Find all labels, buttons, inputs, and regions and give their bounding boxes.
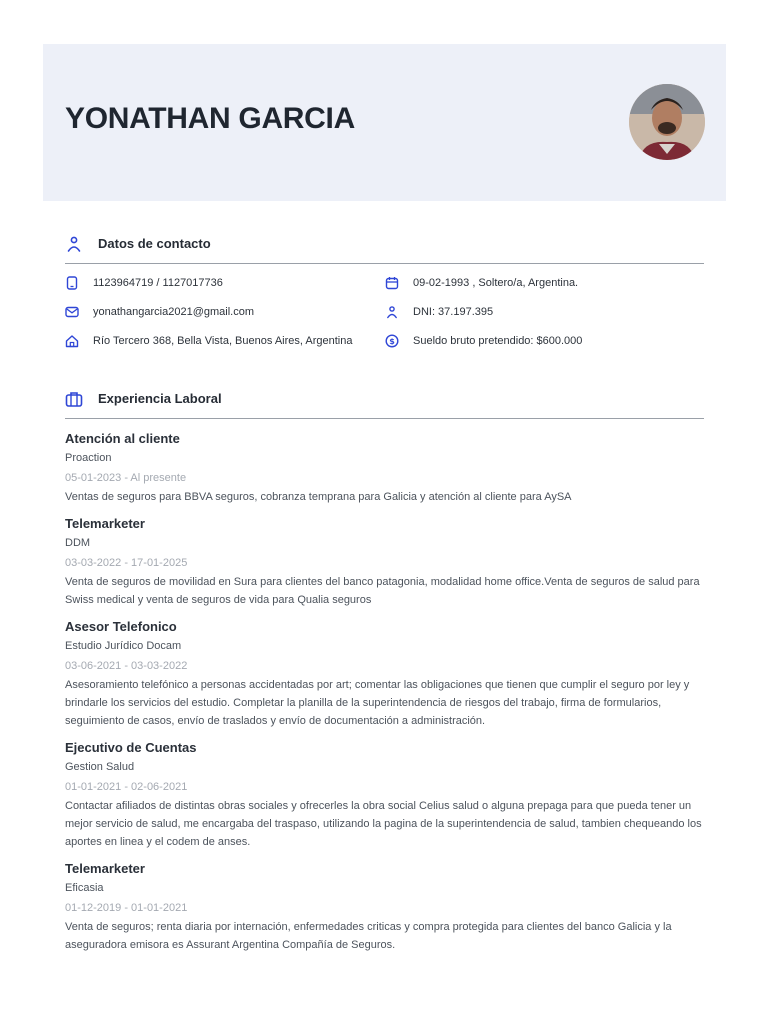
job-entry bbox=[65, 618, 705, 730]
job-description: Venta de seguros; renta diaria por internación, enfermedades criticas y compra protegida para clientes del banco Galicia y la aseguradora emisora es Assurant Argentina Compañía de Seguros. bbox=[65, 921, 672, 951]
home-icon bbox=[65, 334, 79, 348]
svg-text:$: $ bbox=[389, 337, 395, 346]
job-company: Eficasia bbox=[65, 882, 104, 894]
dni-text: DNI: 37.197.395 bbox=[413, 306, 494, 318]
job-company: DDM bbox=[65, 537, 91, 549]
job-company: Estudio Jurídico Docam bbox=[65, 640, 182, 652]
job-title: Telemarketer bbox=[65, 516, 145, 531]
experience-list bbox=[65, 430, 705, 963]
experience-section-title: Experiencia Laboral bbox=[98, 391, 222, 406]
job-company: Gestion Salud bbox=[65, 761, 135, 773]
job-entry bbox=[65, 739, 705, 851]
experience-section-header bbox=[65, 388, 704, 419]
id-person-icon bbox=[385, 305, 399, 319]
job-dates: 03-06-2021 - 03-03-2022 bbox=[65, 660, 188, 672]
profile-photo bbox=[629, 84, 705, 160]
job-entry bbox=[65, 430, 705, 506]
resume-header bbox=[43, 44, 726, 201]
job-dates: 01-01-2021 - 02-06-2021 bbox=[65, 781, 188, 793]
job-description: Asesoramiento telefónico a personas accidentadas por art; comentar las obligaciones que tienen que cumplir el seguro por ley y brindarle los servicios del estudio. Completar la planilla de la superintendencia de riesgos del trabajo, firma de formularios, seguimiento de casos, envío de traslados y envío de documentación a administración. bbox=[65, 679, 690, 727]
job-title: Asesor Telefonico bbox=[65, 619, 177, 634]
person-icon bbox=[65, 235, 83, 253]
mail-icon bbox=[65, 305, 79, 319]
phone-icon bbox=[65, 276, 79, 290]
dollar-icon bbox=[385, 334, 399, 348]
birth-text: 09-02-1993 , Soltero/a, Argentina. bbox=[413, 277, 579, 289]
contact-section-header bbox=[65, 233, 704, 264]
contact-section-title: Datos de contacto bbox=[98, 236, 211, 251]
job-company: Proaction bbox=[65, 452, 112, 464]
job-description: Contactar afiliados de distintas obras sociales y ofrecerles la obra social Celius salud o alguna prepaga para que pueda tener un mejor servicio de salud, me encargaba del traspaso, utilizando la pagina de la superintendencia de salud, tambien chequeando los aportes en linea y el codem de anses. bbox=[65, 800, 702, 848]
email-text: yonathangarcia2021@gmail.com bbox=[93, 306, 254, 318]
candidate-name: YONATHAN GARCIA bbox=[65, 102, 355, 135]
calendar-icon bbox=[385, 276, 399, 290]
job-title: Telemarketer bbox=[65, 861, 145, 876]
job-entry bbox=[65, 860, 705, 954]
job-title: Atención al cliente bbox=[65, 431, 180, 446]
salary-text: Sueldo bruto pretendido: $600.000 bbox=[413, 335, 583, 347]
job-dates: 01-12-2019 - 01-01-2021 bbox=[65, 902, 188, 914]
job-description: Venta de seguros de movilidad en Sura para clientes del banco patagonia, modalidad home office.Venta de seguros de salud para Swiss medical y venta de seguros de vida para Qualia seguros bbox=[65, 576, 700, 606]
briefcase-icon bbox=[65, 390, 83, 408]
job-description: Ventas de seguros para BBVA seguros, cobranza temprana para Galicia y atención al cliente para AySA bbox=[65, 491, 572, 503]
job-dates: 05-01-2023 - Al presente bbox=[65, 472, 187, 484]
job-entry bbox=[65, 515, 705, 609]
job-dates: 03-03-2022 - 17-01-2025 bbox=[65, 557, 188, 569]
job-title: Ejecutivo de Cuentas bbox=[65, 740, 197, 755]
phone-text: 1123964719 / 1127017736 bbox=[93, 277, 223, 289]
address-text: Río Tercero 368, Bella Vista, Buenos Aires, Argentina bbox=[93, 335, 353, 347]
